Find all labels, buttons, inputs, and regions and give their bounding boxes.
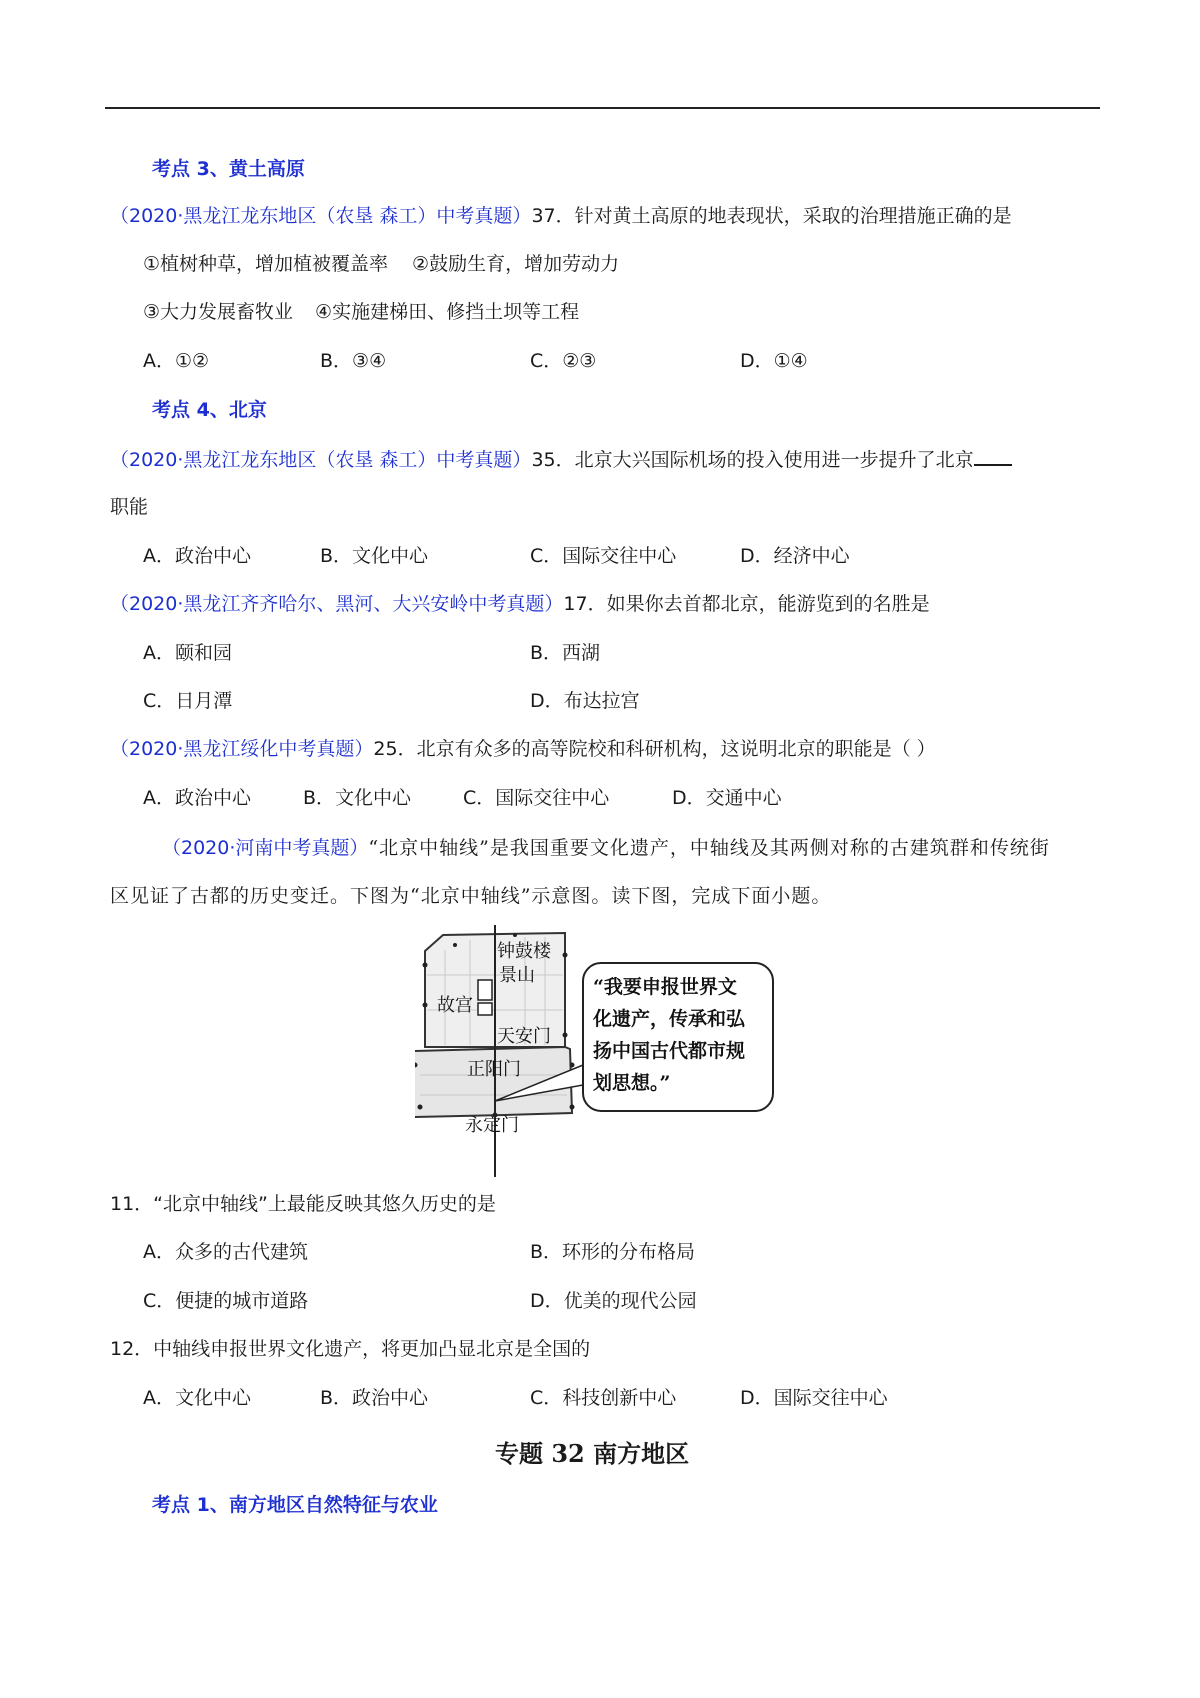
q37-items-row2: [143, 299, 579, 325]
passage-text: “北京中轴线”是我国重要文化遗产，中轴线及其两侧对称的古建筑群和传统街: [368, 837, 1050, 859]
q35-option-d: D．经济中心: [740, 545, 850, 567]
q17-option-c: C．日月潭: [143, 690, 233, 712]
question-source: （2020·河南中考真题）: [162, 837, 369, 859]
q37-option-b: B．③④: [320, 350, 387, 372]
q25-option-b: B．文化中心: [303, 787, 412, 809]
q11-option-b: B．环形的分布格局: [530, 1241, 696, 1263]
question-35-end: 职能: [110, 496, 149, 518]
passage-henan-line1: [162, 835, 1050, 861]
label-jingshan: 景山: [499, 965, 535, 986]
question-source: （2020·黑龙江龙东地区（农垦 森工）中考真题）: [110, 205, 532, 227]
q11-option-c: C．便捷的城市道路: [143, 1290, 309, 1312]
label-tiananmen: 天安门: [497, 1026, 551, 1047]
question-25: [110, 736, 936, 762]
q37-items-row1: [143, 251, 619, 277]
q37-option-a: A．①②: [143, 350, 210, 372]
label-gugong: 故宫: [437, 995, 473, 1016]
q12-option-c: C．科技创新中心: [530, 1387, 677, 1409]
question-source: （2020·黑龙江绥化中考真题）: [110, 738, 374, 760]
label-yongdingmen: 永定门: [465, 1115, 519, 1136]
q37-option-c: C．②③: [530, 350, 597, 372]
q17-option-b: B．西湖: [530, 642, 601, 664]
question-11: 11．“北京中轴线”上最能反映其悠久历史的是: [110, 1193, 496, 1215]
q11-option-a: A．众多的古代建筑: [143, 1241, 308, 1263]
question-source: （2020·黑龙江齐齐哈尔、黑河、大兴安岭中考真题）: [110, 593, 564, 615]
passage-henan-line2: 区见证了古都的历史变迁。下图为“北京中轴线”示意图。读下图，完成下面小题。: [110, 885, 832, 907]
forbidden-city-mark: [478, 980, 492, 1000]
question-12: 12．中轴线申报世界文化遗产，将更加凸显北京是全国的: [110, 1338, 591, 1360]
q25-option-a: A．政治中心: [143, 787, 251, 809]
section-heading-kp4: 考点 4、北京: [152, 399, 267, 421]
bubble-line-4: 划思想。”: [593, 1072, 671, 1094]
question-35: [110, 446, 1012, 473]
q12-option-a: A．文化中心: [143, 1387, 251, 1409]
q35-option-c: C．国际交往中心: [530, 545, 677, 567]
q17-option-d: D．布达拉宫: [530, 690, 640, 712]
label-zhengyangmen: 正阳门: [467, 1059, 521, 1080]
q25-option-c: C．国际交往中心: [463, 787, 610, 809]
question-stem: 35．北京大兴国际机场的投入使用进一步提升了北京: [531, 449, 974, 471]
bubble-line-2: 化遗产，传承和弘: [593, 1008, 746, 1030]
item-2: ②鼓励生育，增加劳动力: [412, 253, 620, 275]
question-stem: 37．针对黄土高原的地表现状，采取的治理措施正确的是: [531, 205, 1012, 227]
q12-option-b: B．政治中心: [320, 1387, 429, 1409]
answer-blank: [974, 446, 1012, 466]
section-heading-kp3: 考点 3、黄土高原: [152, 158, 305, 180]
question-stem: 25．北京有众多的高等院校和科研机构，这说明北京的职能是（ ）: [373, 738, 936, 760]
topic-title: 专题 32 南方地区: [495, 1439, 690, 1468]
question-stem: 17．如果你去首都北京，能游览到的名胜是: [563, 593, 930, 615]
item-1: ①植树种草，增加植被覆盖率: [143, 253, 389, 275]
q17-option-a: A．颐和园: [143, 642, 232, 664]
q12-option-d: D．国际交往中心: [740, 1387, 888, 1409]
q35-option-a: A．政治中心: [143, 545, 251, 567]
question-17: [110, 591, 930, 617]
q25-option-d: D．交通中心: [672, 787, 782, 809]
item-4: ④实施建梯田、修挡土坝等工程: [315, 301, 580, 323]
q37-option-d: D．①④: [740, 350, 808, 372]
q35-option-b: B．文化中心: [320, 545, 429, 567]
beijing-axis-figure: [415, 925, 810, 1177]
header-rule: [105, 107, 1100, 109]
label-bell-drum-tower: 钟鼓楼: [497, 941, 551, 962]
q11-option-d: D．优美的现代公园: [530, 1290, 697, 1312]
section-heading-kp1: 考点 1、南方地区自然特征与农业: [152, 1494, 438, 1516]
bubble-line-1: “我要申报世界文: [593, 976, 737, 998]
question-source: （2020·黑龙江龙东地区（农垦 森工）中考真题）: [110, 449, 532, 471]
question-37: [110, 203, 1012, 229]
bubble-line-3: 扬中国古代都市规: [593, 1040, 746, 1062]
item-3: ③大力发展畜牧业: [143, 301, 294, 323]
